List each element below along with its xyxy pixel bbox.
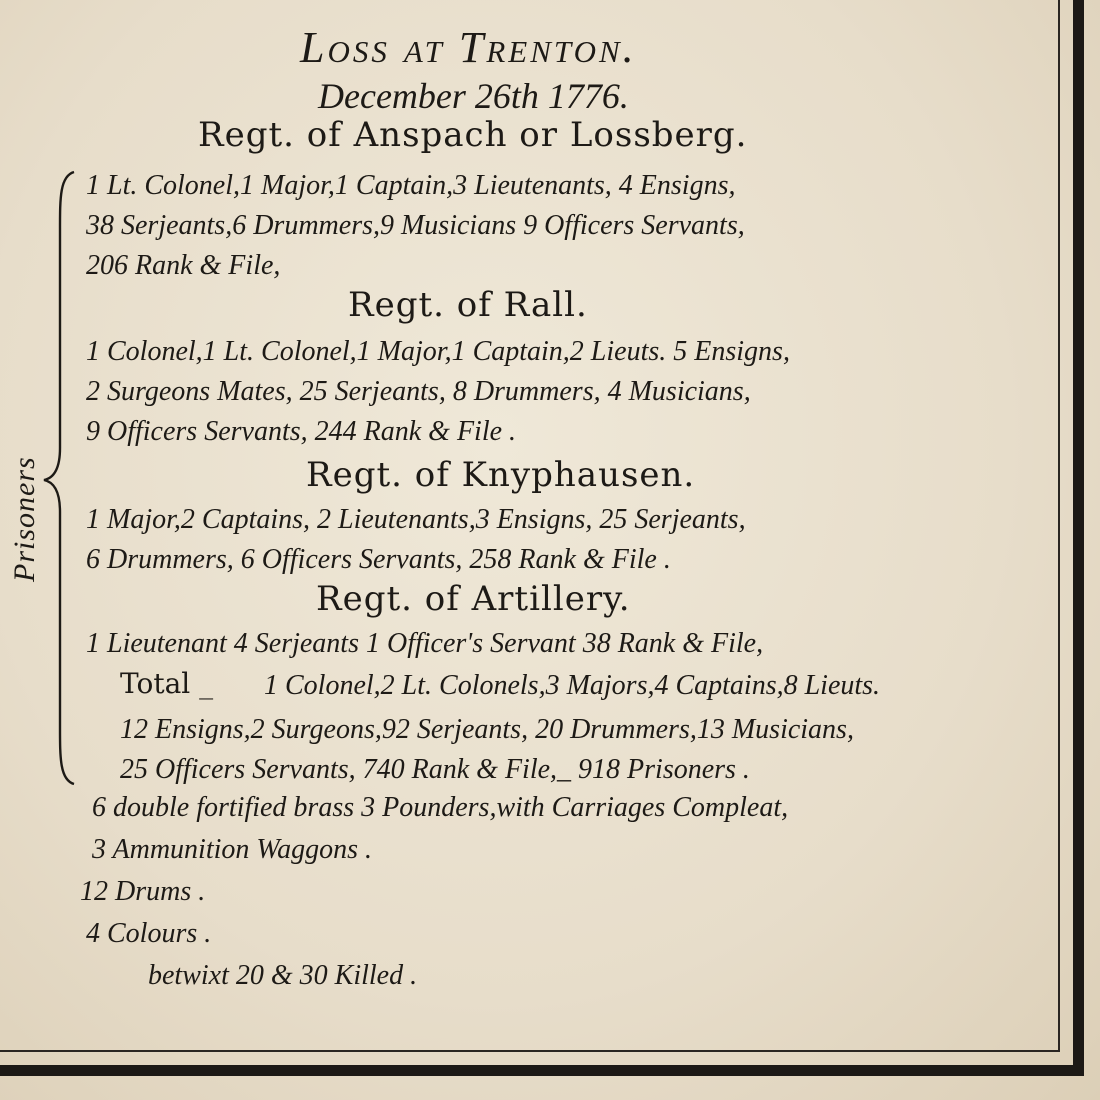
border-inner-bottom (0, 1050, 1060, 1052)
total-line: 12 Ensigns,2 Surgeons,92 Serjeants, 20 Drummers,13 Musicians, (120, 714, 854, 745)
regiment-line: 38 Serjeants,6 Drummers,9 Musicians 9 Officers Servants, (86, 210, 745, 241)
total-line: 25 Officers Servants, 740 Rank & File,_ 918 Prisoners . (120, 754, 750, 785)
loss-line: 3 Ammunition Waggons . (92, 834, 373, 865)
regiment-line: 1 Lieutenant 4 Serjeants 1 Officer's Servant 38 Rank & File, (86, 628, 764, 659)
regiment-line: 1 Major,2 Captains, 2 Lieutenants,3 Ensigns, 25 Serjeants, (86, 504, 746, 535)
loss-line: 6 double fortified brass 3 Pounders,with Carriages Compleat, (92, 792, 789, 823)
regiment-heading-knyphausen: Regt. of Knyphausen. (306, 455, 696, 495)
border-inner-right (1058, 0, 1060, 1052)
regiment-heading-rall: Regt. of Rall. (348, 285, 588, 325)
regiment-line: 206 Rank & File, (86, 250, 281, 281)
border-outer-right (1073, 0, 1084, 1067)
regiment-line: 1 Colonel,1 Lt. Colonel,1 Major,1 Captain,2 Lieuts. 5 Ensigns, (86, 336, 790, 367)
total-label: Total _ (120, 667, 214, 700)
regiment-heading-anspach: Regt. of Anspach or Lossberg. (198, 115, 748, 155)
page-title: Loss at Trenton. (300, 23, 637, 72)
loss-line: 4 Colours . (86, 918, 212, 949)
prisoners-brace (40, 168, 80, 788)
regiment-line: 1 Lt. Colonel,1 Major,1 Captain,3 Lieutenants, 4 Ensigns, (86, 170, 736, 201)
regiment-line: 2 Surgeons Mates, 25 Serjeants, 8 Drummers, 4 Musicians, (86, 376, 751, 407)
regiment-heading-artillery: Regt. of Artillery. (316, 579, 631, 619)
prisoners-label: Prisoners (8, 456, 41, 582)
border-outer-bottom (0, 1065, 1084, 1076)
regiment-line: 6 Drummers, 6 Officers Servants, 258 Rank & File . (86, 544, 671, 575)
regiment-line: 9 Officers Servants, 244 Rank & File . (86, 416, 517, 447)
page-date: December 26th 1776. (318, 76, 629, 116)
total-line: 1 Colonel,2 Lt. Colonels,3 Majors,4 Captains,8 Lieuts. (264, 670, 881, 701)
loss-line: betwixt 20 & 30 Killed . (148, 960, 418, 991)
loss-line: 12 Drums . (80, 876, 206, 907)
